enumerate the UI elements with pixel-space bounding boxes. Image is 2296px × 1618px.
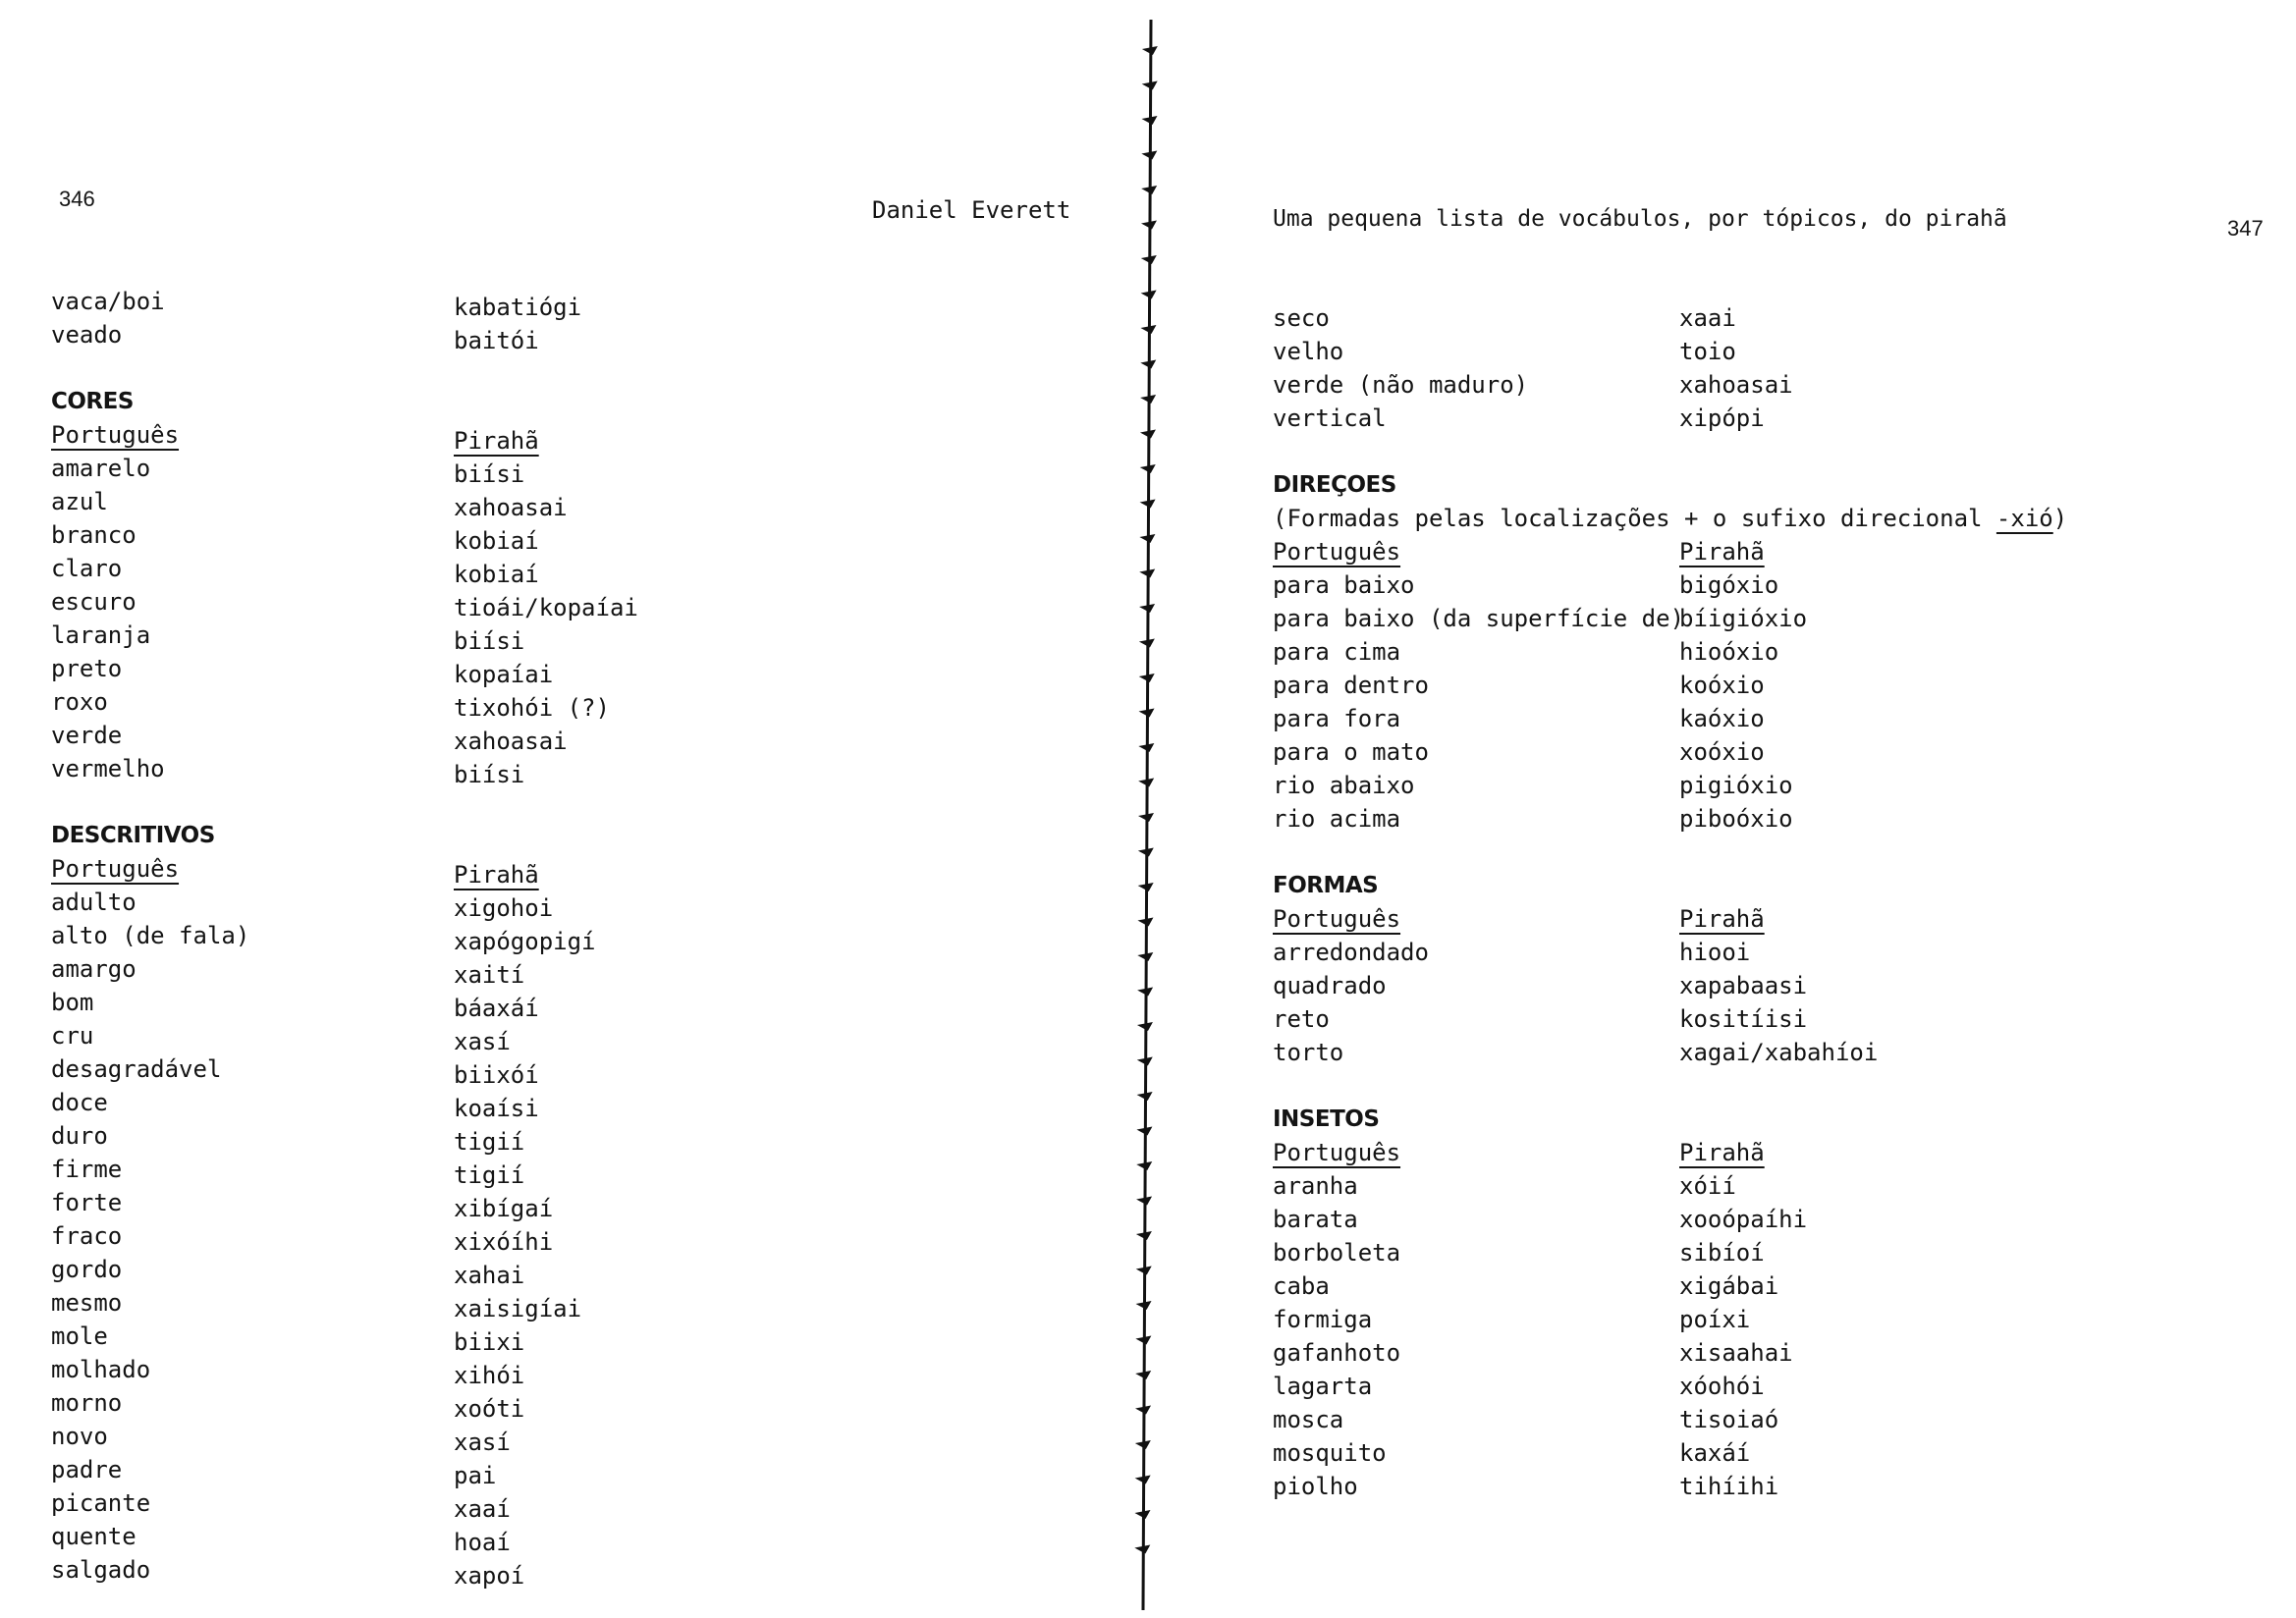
word-pi: xihói [454, 1362, 525, 1389]
column-header-portugues: Português [1273, 905, 1401, 933]
word-pi: koóxio [1679, 672, 1765, 699]
word-pt: azul [51, 488, 108, 515]
word-pi: xaití [454, 961, 525, 989]
word-pi: hiooi [1679, 939, 1751, 966]
word-pt: torto [1273, 1039, 1344, 1066]
word-pt: preto [51, 655, 123, 682]
word-pi: poíxi [1679, 1306, 1751, 1333]
column-header-piraha: Pirahã [454, 861, 539, 889]
word-pt: seco [1273, 304, 1330, 332]
column-header-portugues: Português [51, 855, 180, 883]
word-pi: bigóxio [1679, 571, 1779, 599]
word-pt: duro [51, 1122, 108, 1150]
word-pi: xasí [454, 1028, 511, 1055]
word-pi: biixi [454, 1328, 525, 1356]
word-pi: tigií [454, 1161, 525, 1189]
word-pt: velho [1273, 338, 1344, 365]
word-pt: mole [51, 1322, 108, 1350]
word-pt: mosca [1273, 1406, 1344, 1433]
column-header-portugues: Português [51, 421, 180, 449]
word-pt: vermelho [51, 755, 165, 782]
word-pi: sibíoí [1679, 1239, 1765, 1267]
word-pt: amarelo [51, 455, 151, 482]
word-pt: rio acima [1273, 805, 1401, 833]
right-portuguese-column [1273, 301, 2067, 1503]
word-pi: biísi [454, 460, 525, 488]
word-pi: xapógopigí [454, 928, 596, 955]
word-pt: rio abaixo [1273, 772, 1415, 799]
right-page-number: 347 [2227, 216, 2264, 241]
word-pi: kaxáí [1679, 1439, 1751, 1467]
column-header-piraha: Pirahã [1679, 1139, 1765, 1166]
word-pi: biísi [454, 761, 525, 788]
word-pi: xapoí [454, 1562, 525, 1590]
word-pi: biísi [454, 627, 525, 655]
spiral-binding [1129, 20, 1169, 1610]
word-pt: para baixo (da superfície de) [1273, 605, 1685, 632]
word-pi: bíigióxio [1679, 605, 1808, 632]
column-header-piraha: Pirahã [1679, 538, 1765, 566]
word-pi: pai [454, 1462, 497, 1489]
word-pt: mesmo [51, 1289, 123, 1317]
word-pt: quente [51, 1523, 137, 1550]
word-pt: salgado [51, 1556, 151, 1584]
word-pt: caba [1273, 1272, 1330, 1300]
word-pi: hoaí [454, 1529, 511, 1556]
word-pt: vertical [1273, 404, 1387, 432]
word-pi: tigií [454, 1128, 525, 1156]
word-pt: molhado [51, 1356, 151, 1383]
word-pt: verde [51, 722, 123, 749]
section-title-direcoes: DIREÇOES [1273, 472, 1396, 498]
word-pt: piolho [1273, 1473, 1358, 1500]
word-pi: xahai [454, 1262, 525, 1289]
word-pi: baitói [454, 327, 539, 354]
word-pt: roxo [51, 688, 108, 716]
word-pt: escuro [51, 588, 137, 616]
word-pt: lagarta [1273, 1373, 1373, 1400]
word-pi: xóií [1679, 1172, 1736, 1200]
word-pt: amargo [51, 955, 137, 983]
word-pi: xixóíhi [454, 1228, 554, 1256]
word-pi: kaóxio [1679, 705, 1765, 732]
right-piraha-column [1679, 301, 1878, 1503]
word-pt: gordo [51, 1256, 123, 1283]
word-pt: vaca/boi [51, 288, 165, 315]
word-pt: barata [1273, 1206, 1358, 1233]
word-pi: xahoasai [1679, 371, 1793, 399]
word-pt: quadrado [1273, 972, 1387, 999]
word-pt: firme [51, 1156, 123, 1183]
word-pi: kopaíai [454, 661, 554, 688]
word-pi: kositíisi [1679, 1005, 1808, 1033]
word-pt: aranha [1273, 1172, 1358, 1200]
left-portuguese-column [51, 285, 249, 1587]
word-pi: xipópi [1679, 404, 1765, 432]
word-pt: verde (não maduro) [1273, 371, 1529, 399]
right-running-header: Uma pequena lista de vocábulos, por tópicos, do pirahã [1273, 206, 2007, 232]
column-header-piraha: Pirahã [1679, 905, 1765, 933]
section-title-formas: FORMAS [1273, 873, 1379, 898]
word-pi: tixohói (?) [454, 694, 610, 722]
word-pi: xahoasai [454, 728, 568, 755]
word-pt: para baixo [1273, 571, 1415, 599]
word-pi: biixóí [454, 1061, 539, 1089]
column-header-piraha: Pirahã [454, 427, 539, 455]
word-pi: koaísi [454, 1095, 539, 1122]
word-pi: xahoasai [454, 494, 568, 521]
word-pi: xapabaasi [1679, 972, 1808, 999]
left-running-header: Daniel Everett [872, 196, 1071, 224]
word-pi: xooópaíhi [1679, 1206, 1808, 1233]
column-header-portugues: Português [1273, 1139, 1401, 1166]
word-pi: kabatiógi [454, 294, 582, 321]
word-pt: alto (de fala) [51, 922, 250, 949]
word-pt: morno [51, 1389, 123, 1417]
word-pi: xibígaí [454, 1195, 554, 1222]
left-piraha-column [454, 291, 638, 1592]
word-pt: bom [51, 989, 94, 1016]
word-pt: reto [1273, 1005, 1330, 1033]
word-pt: cru [51, 1022, 94, 1050]
word-pt: laranja [51, 621, 151, 649]
word-pt: para fora [1273, 705, 1401, 732]
section-title-descritivos: DESCRITIVOS [51, 823, 215, 848]
word-pi: hioóxio [1679, 638, 1779, 666]
word-pi: kobiaí [454, 527, 539, 555]
word-pt: borboleta [1273, 1239, 1401, 1267]
word-pt: arredondado [1273, 939, 1429, 966]
word-pt: para o mato [1273, 738, 1429, 766]
word-pi: xoóti [454, 1395, 525, 1423]
column-header-portugues: Português [1273, 538, 1401, 566]
word-pt: forte [51, 1189, 123, 1216]
direcoes-note: (Formadas pelas localizações + o sufixo direcional -xió) [1273, 505, 2068, 532]
word-pt: padre [51, 1456, 123, 1483]
word-pi: tioái/kopaíai [454, 594, 638, 621]
word-pt: gafanhoto [1273, 1339, 1401, 1367]
direcional-suffix: -xió [1995, 505, 2053, 532]
left-page-number: 346 [59, 187, 95, 211]
word-pt: formiga [1273, 1306, 1373, 1333]
word-pt: fraco [51, 1222, 123, 1250]
word-pi: kobiaí [454, 561, 539, 588]
word-pi: xagai/xabahíoi [1679, 1039, 1879, 1066]
section-title-insetos: INSETOS [1273, 1106, 1380, 1132]
word-pt: branco [51, 521, 137, 549]
word-pt: claro [51, 555, 123, 582]
section-title-cores: CORES [51, 389, 134, 414]
word-pi: xigábai [1679, 1272, 1779, 1300]
word-pt: veado [51, 321, 123, 349]
word-pt: para dentro [1273, 672, 1429, 699]
word-pt: para cima [1273, 638, 1401, 666]
word-pt: doce [51, 1089, 108, 1116]
word-pt: desagradável [51, 1055, 222, 1083]
word-pt: adulto [51, 889, 137, 916]
word-pi: piboóxio [1679, 805, 1793, 833]
word-pi: báaxáí [454, 995, 539, 1022]
word-pi: xisaahai [1679, 1339, 1793, 1367]
word-pi: xoóxio [1679, 738, 1765, 766]
word-pi: tihíihi [1679, 1473, 1779, 1500]
word-pi: pigióxio [1679, 772, 1793, 799]
word-pt: mosquito [1273, 1439, 1387, 1467]
word-pi: xóohói [1679, 1373, 1765, 1400]
word-pi: xasí [454, 1429, 511, 1456]
word-pt: novo [51, 1423, 108, 1450]
word-pi: xigohoi [454, 894, 554, 922]
word-pt: picante [51, 1489, 151, 1517]
word-pi: tisoiaó [1679, 1406, 1779, 1433]
word-pi: toio [1679, 338, 1736, 365]
word-pi: xaaí [454, 1495, 511, 1523]
word-pi: xaai [1679, 304, 1736, 332]
word-pi: xaisigíai [454, 1295, 582, 1322]
